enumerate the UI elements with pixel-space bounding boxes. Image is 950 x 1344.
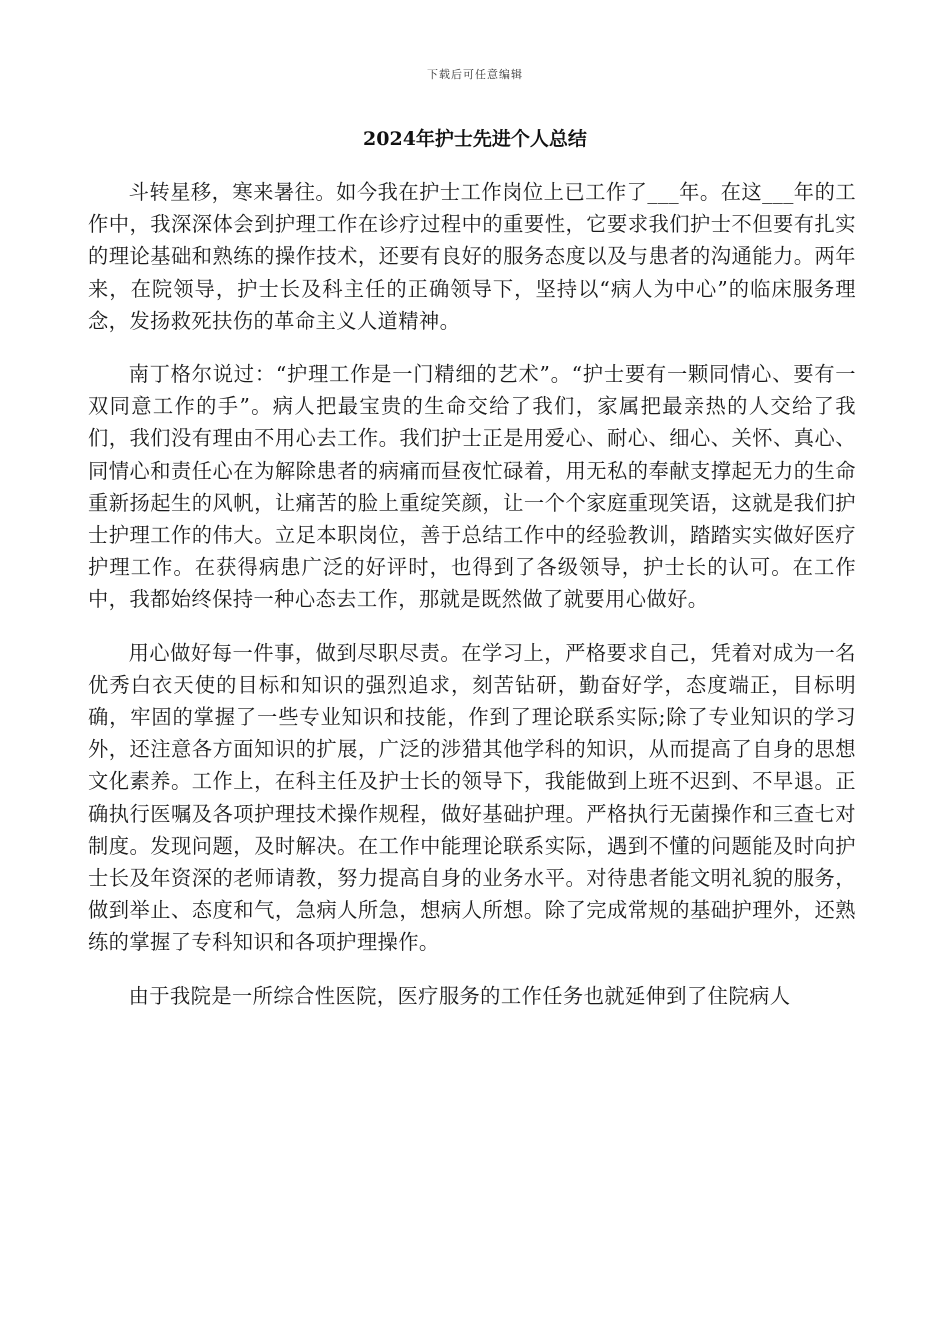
document-body [88, 176, 856, 1033]
paragraph-2: 南丁格尔说过：“护理工作是一门精细的艺术”。“护士要有一颗同情心、要有一双同意工作的手”。病人把最宝贵的生命交给了我们，家属把最亲热的人交给了我们，我们没有理由不用心去工作。我们护士正是用爱心、耐心、细心、关怀、真心、同情心和责任心在为解除患者的病痛而昼夜忙碌着，用无私的奉献支撑起无力的生命重新扬起生的风帆，让痛苦的脸上重绽笑颜，让一个个家庭重现笑语，这就是我们护士护理工作的伟大。立足本职岗位，善于总结工作中的经验教训，踏踏实实做好医疗护理工作。在获得病患广泛的好评时，也得到了各级领导，护士长的认可。在工作中，我都始终保持一种心态去工作，那就是既然做了就要用心做好。 [88, 362, 856, 612]
document-title: 2024年护士先进个人总结 [363, 128, 587, 150]
paragraph-4: 由于我院是一所综合性医院，医疗服务的工作任务也就延伸到了住院病人 [128, 983, 791, 1008]
header-note: 下载后可任意编辑 [427, 68, 523, 81]
paragraph-1: 斗转星移，寒来暑往。如今我在护士工作岗位上已工作了___年。在这___年的工作中，我深深体会到护理工作在诊疗过程中的重要性，它要求我们护士不但要有扎实的理论基础和熟练的操作技术，还要有良好的服务态度以及与患者的沟通能力。两年来，在院领导，护士长及科主任的正确领导下，坚持以“病人为中心”的临床服务理念，发扬救死扶伤的革命主义人道精神。 [88, 180, 856, 333]
paragraph-3: 用心做好每一件事，做到尽职尽责。在学习上，严格要求自己，凭着对成为一名优秀白衣天使的目标和知识的强烈追求，刻苦钻研，勤奋好学，态度端正，目标明确，牢固的掌握了一些专业知识和技能，作到了理论联系实际;除了专业知识的学习外，还注意各方面知识的扩展，广泛的涉猎其他学科的知识，从而提高了自身的思想文化素养。工作上，在科主任及护士长的领导下，我能做到上班不迟到、不早退。正确执行医嘱及各项护理技术操作规程，做好基础护理。严格执行无菌操作和三查七对制度。发现问题，及时解决。在工作中能理论联系实际，遇到不懂的问题能及时向护士长及年资深的老师请教，努力提高自身的业务水平。对待患者能文明礼貌的服务，做到举止、态度和气，急病人所急，想病人所想。除了完成常规的基础护理外，还熟练的掌握了专科知识和各项护理操作。 [88, 640, 856, 955]
